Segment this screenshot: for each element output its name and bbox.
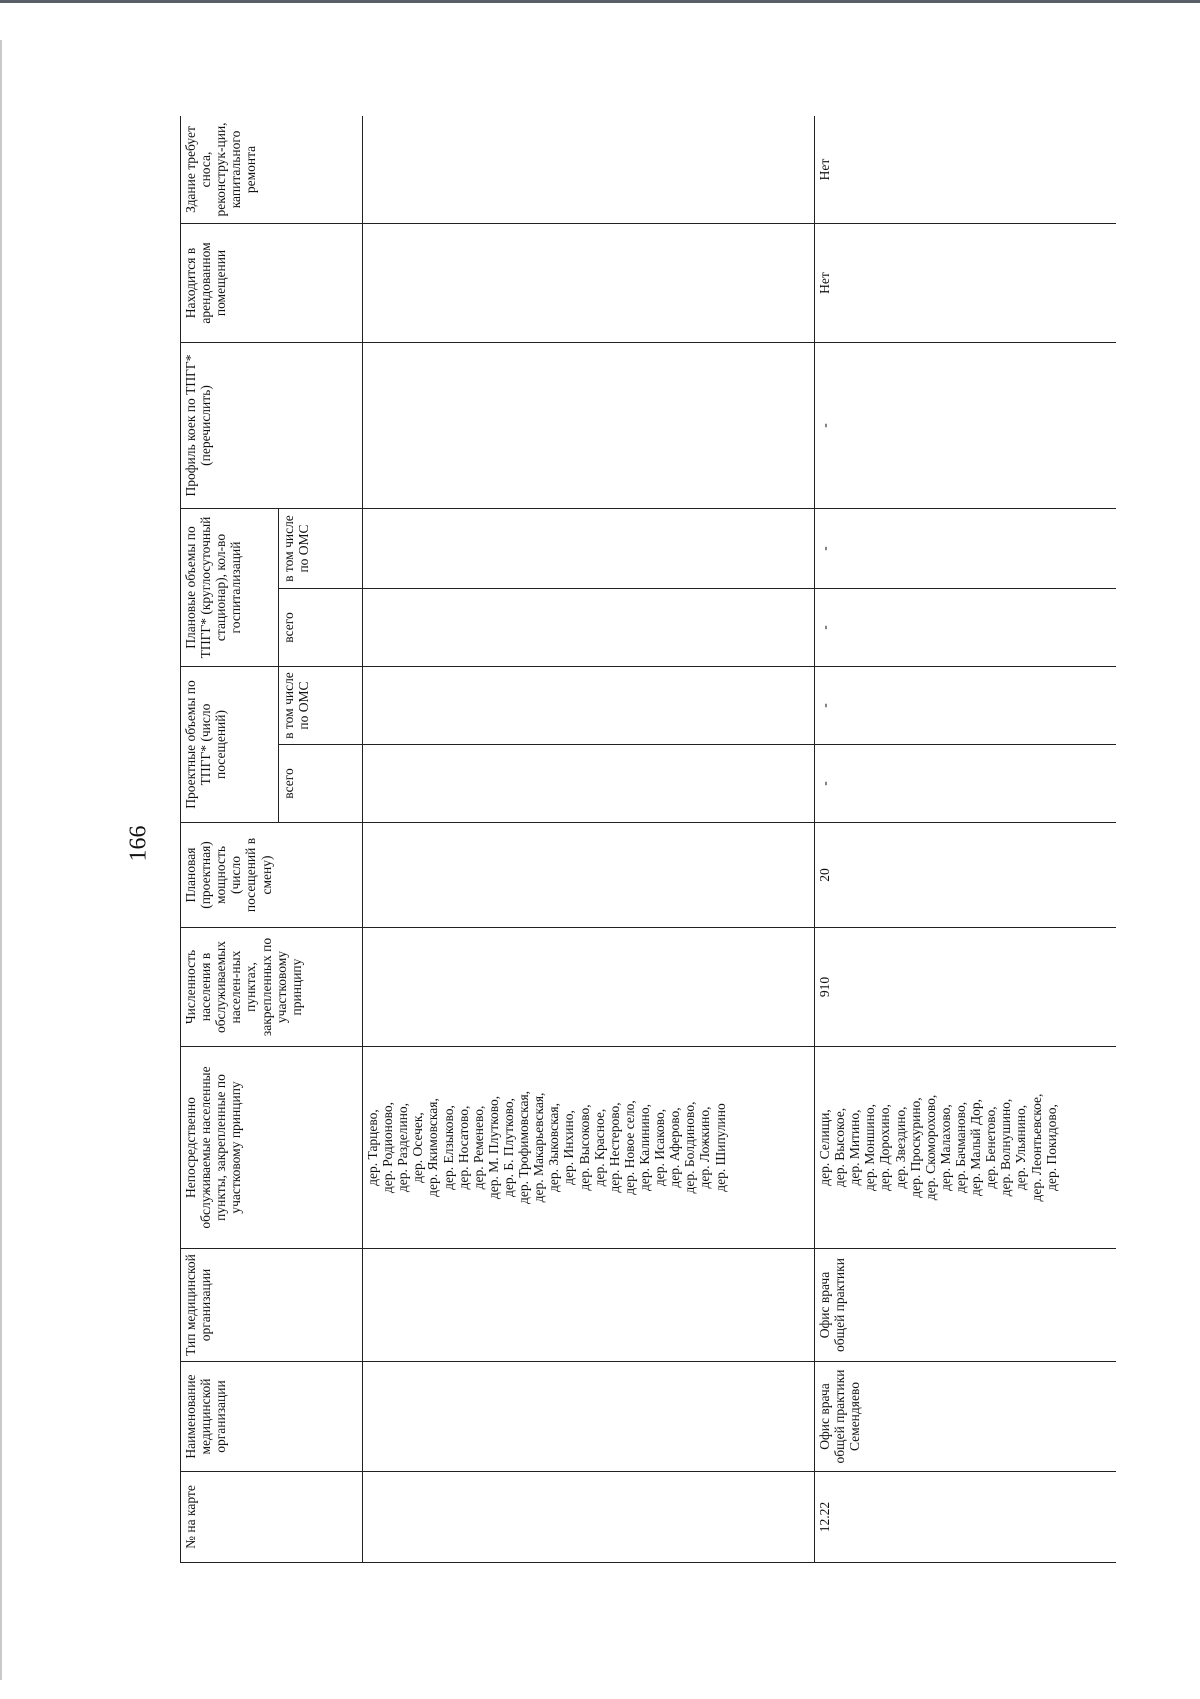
header-rebuild: Здание требует сноса, реконструк-ции, капитального ремонта [181,116,363,223]
cell-hosp-total [363,589,815,667]
cell-rebuild [363,116,815,223]
cell-map-no [363,1472,815,1563]
medical-organizations-table [180,116,1116,1563]
settlement: дер. Исаково, [652,1108,668,1187]
settlement: дер. Трофимовская, [516,1090,532,1205]
cell-design-total [363,745,815,823]
settlement: дер. М. Плутково, [485,1095,501,1200]
cell-rented: Нет [815,223,1117,342]
table-row [815,116,1117,1563]
rotated-table-container [180,116,1116,1563]
header-org-name: Наименование медицинской организации [181,1362,363,1472]
page-number [119,825,159,870]
settlement: дер. Ульянино, [1013,1104,1029,1191]
table-row [363,116,815,1563]
cell-bed-profile [363,342,815,508]
settlement: дер. Митино, [847,1109,863,1186]
header-map-no: № на карте [181,1472,363,1563]
cell-settlements [363,1047,815,1249]
header-settlements: Непосредственно обслуживаемые населенные пункты, закрепленные по участковому принципу [181,1047,363,1249]
header-planned-hospitalizations: Плановые объемы по ТПГГ* (круглосуточный стационар), кол-во госпитализаций [181,508,279,666]
cell-bed-profile: - [815,342,1117,508]
settlement: дер. Волнушино, [998,1098,1014,1197]
settlement: дер. Скоморохово, [922,1094,938,1201]
settlement: дер. Шипулино [712,1103,728,1192]
settlement: дер. Красное, [591,1108,607,1187]
cell-org-name [363,1362,815,1472]
header-design-visits: Проектные объемы по ТПГГ* (число посещений) [181,667,279,823]
settlement: дер. Б. Плутково, [500,1097,516,1198]
settlement: дер. Высокое, [832,1107,848,1188]
settlement: дер. Осечек, [410,1112,426,1183]
settlement: дер. Инхино, [561,1110,577,1185]
header-design-total: всего [279,745,363,823]
cell-hosp-oms [363,508,815,588]
settlement: дер. Болдиново, [682,1101,698,1194]
settlement: дер. Малый Дор, [968,1099,984,1196]
cell-rented [363,223,815,342]
header-hosp-oms: в том числе по ОМС [279,508,363,588]
settlement: дер. Звездино, [892,1106,908,1189]
cell-design-oms: - [815,667,1117,745]
settlement: дер. Высоково, [576,1104,592,1191]
settlement: дер. Макарьевская, [531,1092,547,1203]
cell-org-type: Офис врача общей практики [815,1249,1117,1362]
settlement: дер. Калинино, [636,1103,652,1192]
scan-left-edge [0,40,2,1680]
settlement: дер. Малахово, [937,1104,953,1191]
cell-design-oms [363,667,815,745]
cell-capacity [363,823,815,928]
header-hosp-total: всего [279,589,363,667]
settlement: дер. Дорохино, [877,1104,893,1191]
settlement: дер. Нестерово, [606,1102,622,1193]
settlement: дер. Носатово, [455,1105,471,1190]
cell-settlements [815,1047,1117,1249]
cell-design-total: - [815,745,1117,823]
cell-org-name: Офис врача общей практики Семендяево [815,1362,1117,1472]
settlement: дер. Леонтьевское, [1028,1093,1044,1202]
settlement: дер. Якимовская, [425,1098,441,1197]
header-bed-profile: Профиль коек по ТПГГ* (перечислить) [181,342,363,508]
cell-rebuild: Нет [815,116,1117,223]
settlement: дер. Ложкино, [697,1106,713,1189]
settlement: дер. Родионово, [380,1101,396,1194]
cell-org-type [363,1249,815,1362]
settlement: дер. Моншино, [862,1104,878,1191]
settlement: дер. Разделино, [395,1102,411,1193]
settlement: дер. Зыковская, [546,1102,562,1193]
settlement: дер. Бачманово, [952,1101,968,1194]
scan-top-edge [0,0,1200,3]
cell-map-no: 12.22 [815,1472,1117,1563]
settlement: дер. Новое село, [621,1100,637,1195]
header-design-oms: в том числе по ОМС [279,667,363,745]
settlement: дер. Бенетово, [983,1106,999,1189]
cell-population: 910 [815,928,1117,1047]
cell-hosp-total: - [815,589,1117,667]
settlement: дер. Ременево, [470,1105,486,1190]
cell-capacity: 20 [815,823,1117,928]
cell-hosp-oms: - [815,508,1117,588]
page-number-text: 166 [125,825,152,862]
settlement: дер. Покидово, [1043,1104,1059,1191]
header-population: Численность населения в обслуживаемых населен-ных пунктах, закрепленных по участковому принципу [181,928,363,1047]
settlement: дер. Тарцево, [365,1109,380,1186]
settlement: дер. Елзыково, [440,1105,456,1190]
settlement: дер. Аферово, [667,1107,683,1188]
header-org-type: Тип медицинской организации [181,1249,363,1362]
settlement: дер. Проскурино, [907,1097,923,1198]
table-frame [180,116,1116,1563]
cell-population [363,928,815,1047]
settlement: дер. Селищи, [817,1109,832,1186]
header-capacity: Плановая (проектная) мощность (число посещений в смену) [181,823,363,928]
header-rented: Находится в арендованном помещении [181,223,363,342]
